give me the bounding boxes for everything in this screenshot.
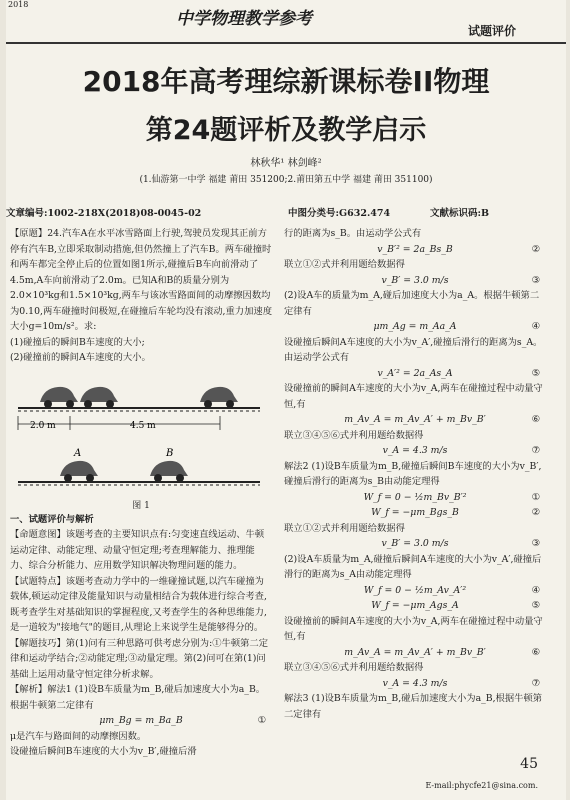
equation-2: v_B′² = 2a_Bs_B ②: [377, 243, 540, 255]
contact-email: E-mail:phycfe21@sina.com.: [425, 781, 538, 790]
text-line: 解法2 (1)设B车质量为m_B,碰撞后瞬间B车速度的大小为v_B′,碰撞后滑行的距离为s_B由动能定理得: [284, 460, 542, 487]
car-b-upper: [80, 386, 118, 407]
affiliation: (1.仙游第一中学 福建 莆田 351200;2.莆田第五中学 福建 莆田 351100): [139, 175, 433, 185]
text-line: (2)设A车质量为m_A,碰撞后瞬间A车速度的大小为v_A′,碰撞后滑行的距离为s_A由动能定理得: [284, 553, 542, 580]
page-header: [6, 0, 566, 44]
equation-5: v_A′² = 2a_As_A ⑤: [377, 367, 540, 379]
question-1: (1)碰撞后的瞬间B车速度的大小;: [10, 336, 145, 348]
equation-11: W_f = 0 − ½m_Av_A′² ④: [363, 584, 540, 596]
intent-paragraph: 【命题意图】该题考查的主要知识点有:匀变速直线运动、牛顿运动定律、动能定理、动量守恒定理;考查理解能力、推理能力、综合分析能力、应用数学知识解决物理问题的能力。: [10, 529, 265, 571]
article-title-line2: 第24题评析及教学启示: [145, 115, 427, 146]
label-a: A: [74, 447, 82, 459]
right-column: [284, 226, 546, 722]
article-title-line1: 2018年高考理综新课标卷II物理: [82, 65, 490, 98]
left-last-line: 设碰撞后瞬间B车速度的大小为v_B′,碰撞后滑: [10, 746, 197, 757]
distance-a-label: 2.0 m: [30, 420, 56, 431]
equation-14: v_A = 4.3 m/s ⑦: [382, 677, 540, 689]
equation-number: ①: [257, 715, 266, 726]
feature-paragraph: 【试题特点】该题考查动力学中的一维碰撞试题,以汽车碰撞为载体,顿运动定律及能量知识与动量相结合为载体进行综合考查,既考查学生对基础知识的掌握程度,又考查学生的各种思维能力,是一道较为"接地气"的题目,从理论上来说学生是能够得分的。: [10, 575, 267, 633]
document-code: 文献标识码:B: [430, 208, 490, 219]
left-column: [10, 226, 272, 760]
mu-note: μ是汽车与路面间的动摩擦因数。: [10, 730, 147, 742]
skill-paragraph: 【解题技巧】第(1)问有三种思路可供考虑分别为:①牛顿第二定律和运动学结合;②动能定理;③动量定理。第(2)问可在第(1)问基础上运用动量守恒定律分析求解。: [10, 637, 269, 680]
page-number: 45: [520, 756, 538, 772]
collision-diagram: [10, 370, 272, 494]
equation-9: W_f = −μm_Bgs_B ②: [371, 507, 540, 518]
text-line: 联立①②式并利用题给数据得: [284, 259, 405, 270]
class-number: 中图分类号:G632.474: [288, 208, 391, 219]
equation-10: v_B′ = 3.0 m/s ③: [381, 538, 540, 549]
equation-1: [10, 713, 272, 729]
distance-b-label: 4.5 m: [130, 420, 156, 431]
problem-text: 【原题】24.汽车A在水平冰雪路面上行驶,驾驶员发现其正前方停有汽车B,立即采取制动措施,但仍然撞上了汽车B。两车碰撞时和两车都完全停止后的位置如图1所示,碰撞后B车向前滑动了4.5m,A车向前滑动了2.0m。已知A和B的质量分别为2.0×10³kg和1.5×10³kg,两车与该冰雪路面间的动摩擦因数均为0.10,两车碰撞时间极短,在碰撞后车轮均没有滚动,重力加速度大小g=10m/s²。求:: [10, 228, 272, 332]
page-corner-year: 2018: [8, 0, 29, 9]
car-b-stopped: [200, 386, 238, 407]
question-2: (2)碰撞前的瞬间A车速度的大小。: [10, 352, 151, 363]
text-line: 解法3 (1)设B车质量为m_B,碰后加速度大小为a_B,根据牛顿第二定律有: [284, 693, 543, 720]
label-b: B: [166, 447, 174, 459]
figure-caption: 图 1: [132, 501, 150, 511]
article-number: 文章编号:1002-218X(2018)08-0045-02: [6, 208, 202, 219]
text-line: 联立①②式并利用题给数据得: [284, 522, 405, 534]
car-a-stopped: [70, 388, 80, 402]
car-a-lower: [60, 460, 98, 481]
journal-title: 中学物理教学参考: [176, 9, 312, 29]
text-line: (2)设A车的质量为m_A,碰后加速度大小为a_A。根据牛顿第二定律有: [284, 290, 540, 317]
authors: 林秋华¹ 林剑峰²: [250, 158, 322, 169]
text-line: 联立③④⑤⑥式并利用题给数据得: [284, 429, 424, 441]
text-line: 设碰撞前的瞬间A车速度的大小为v_A,两车在碰撞过程中动量守恒,有: [284, 615, 543, 642]
text-line: 设碰撞前的瞬间A车速度的大小为v_A,两车在碰撞过程中动量守恒,有: [284, 383, 543, 410]
equation-4: μm_Ag = m_Aa_A ④: [373, 321, 540, 332]
equation-12: W_f = −μm_Ags_A ⑤: [371, 600, 540, 611]
figure-1: [10, 370, 272, 511]
equation-3: v_B′ = 3.0 m/s ③: [381, 274, 540, 286]
equation-6: m_Av_A = m_Av_A′ + m_Bv_B′ ⑥: [344, 414, 540, 425]
equation-7: v_A = 4.3 m/s ⑦: [382, 445, 540, 456]
section-tag: 试题评价: [467, 24, 516, 38]
section-heading: 一、试题评价与解析: [10, 513, 94, 525]
equation-8: W_f = 0 − ½m_Bv_B′² ①: [363, 491, 540, 503]
journal-page: [6, 0, 566, 800]
text-line: 联立③④⑤⑥式并利用题给数据得: [284, 662, 424, 673]
equation-13: m_Av_A = m_Av_A′ + m_Bv_B′ ⑥: [344, 646, 540, 658]
text-line: 设碰撞后瞬间A车速度的大小为v_A′,碰撞后滑行的距离为s_A。由运动学公式有: [284, 336, 543, 363]
equation-text: μm_Bg = m_Ba_B: [99, 715, 183, 726]
text-line: 行的距离为s_B。由运动学公式有: [284, 228, 422, 239]
car-b-lower: [150, 460, 188, 481]
analysis-paragraph: 【解析】解法1 (1)设B车质量为m_B,碰后加速度大小为a_B。根据牛顿第二定律有: [10, 684, 266, 711]
